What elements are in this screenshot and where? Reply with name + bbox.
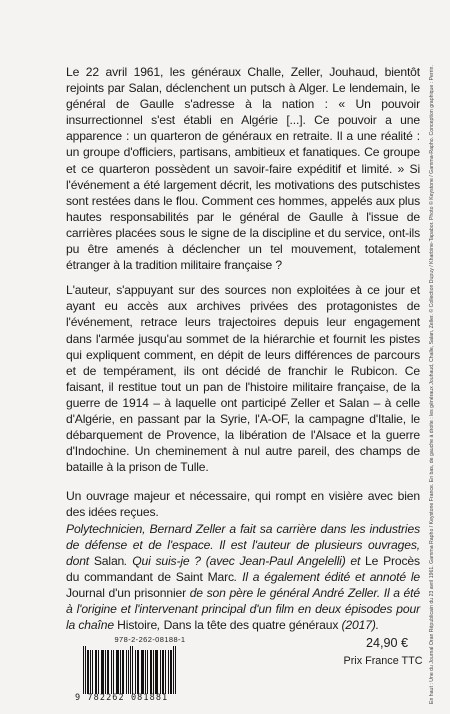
film-title: Dans la tête des quatre généraux	[163, 618, 339, 633]
blurb-paragraph-2: L'auteur, s'appuyant sur des sources non exploitées à ce jour et ayant eu accès aux archives privées des protagonistes de l'événement, retrace leurs trajectoires depuis leur engagement dans l'armée jusqu'au sommet de la hiérarchie et fournit les pistes qui expliquent comment, en dépit de leurs différences de parcours et de tempérament, ils ont décidé de franchir le Rubicon. Ce faisant, il restitue tout un pan de l'histoire militaire française, de la guerre de 1914 – à laquelle ont participé Zeller et Salan – à celle d'Algérie, en passant par la Syrie, l'A-OF, la campagne d'Italie, le débarquement de Provence, la libération de l'Alsace et la guerre d'Indochine. Un cheminement à nul autre pareil, des champs de bataille à la prison de Tulle.	[66, 283, 420, 475]
price-note: Prix France TTC	[343, 655, 423, 667]
isbn-barcode	[75, 635, 225, 703]
author-bio-coauthor: (avec Jean-Paul Angelelli)	[205, 553, 346, 568]
channel-name-histoire: Histoire	[117, 618, 158, 633]
author-bio	[66, 521, 420, 634]
author-bio-text-5: de son père le général André Zeller. Il a été à l'origine et l'intervenant principal d'un film en deux épisodes pour la chaîne	[66, 585, 420, 633]
blurb-paragraph-3: Un ouvrage majeur et nécessaire, qui rompt en visière avec bien des idées reçues.	[66, 489, 420, 520]
author-bio-text-2: . Qui suis-je ?	[124, 553, 206, 568]
book-title-proces: Le Procès du commandant de Saint Marc	[66, 553, 420, 584]
author-bio-text-3: et	[345, 553, 366, 568]
barcode-bars	[83, 646, 225, 694]
book-title-journal: Journal d'un prisonnier	[66, 585, 186, 600]
isbn-number: 978-2-262-08188-1	[114, 635, 186, 644]
author-bio-text-6: ,	[157, 618, 164, 633]
blurb-paragraph-1: Le 22 avril 1961, les généraux Challe, Zeller, Jouhaud, bientôt rejoints par Salan, déclenchent un putsch à Alger. Le lendemain, le général de Gaulle s'adresse à la nation : « Un pouvoir insurrectionnel s'est établi en Algérie [...]. Ce pouvoir a une apparence : un quarteron de généraux en retraite. Il a une réalité : un groupe d'officiers, partisans, ambitieux et fanatiques. Ce groupe et ce quarteron possèdent un savoir-faire expéditif et limité. » Si l'événement a été largement décrit, les motivations des putschistes sont restées dans le flou. Comment ces hommes, appelés aux plus hautes responsabilités par le général de Gaulle à l'issue de carrières placées sous le signe de la discipline et du service, ont-ils pu être amenés à déclencher un tel mouvement, totalement étranger à la tradition militaire française ?	[66, 65, 420, 273]
book-title-salan: Salan	[93, 553, 125, 568]
cover-credit-text: En haut : Une du Journal Oran Républicain du 23 avril 1961. Gamma Rapho / Keystone France. En bas, de gauche à droite : les généraux Jouhaud, Challe, Salan, Zeller. © Collection Dupuy / Kharbine-Tapabor. Photo © Keystone / Gamma-Rapho. Conception graphique : Perrin.	[429, 65, 435, 704]
price: 24,90 €	[365, 636, 409, 650]
barcode-digits: 9 782262 081881	[75, 693, 169, 703]
author-bio-text-7: (2017).	[338, 618, 379, 633]
cover-credit-strip	[425, 64, 449, 704]
author-bio-text-4: . Il a également édité et annoté le	[233, 569, 420, 584]
author-bio-text-1: Polytechnicien, Bernard Zeller a fait sa carrière dans les industries de défense et de l'espace. Il est l'auteur de plusieurs ouvrages, dont	[66, 521, 420, 568]
back-cover-blurb	[66, 64, 420, 633]
